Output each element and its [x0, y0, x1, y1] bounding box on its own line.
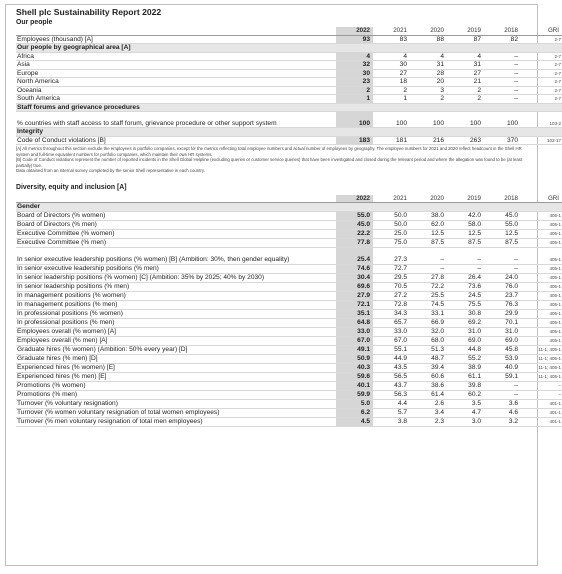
- row-value: 69.2: [447, 318, 484, 327]
- row-gri-code: 405-1: [521, 273, 562, 282]
- row-value: 64.8: [336, 318, 373, 327]
- row-value: 83: [373, 35, 410, 44]
- row-label: In senior executive leadership positions (% women) [B] (Ambition: 30%, then gender equality): [16, 247, 336, 264]
- row-value: 100: [336, 112, 373, 128]
- report-page: [5, 4, 561, 566]
- row-gri-code: 2-7: [521, 69, 562, 78]
- table-row: [16, 211, 562, 220]
- row-gri-code: –: [521, 381, 562, 390]
- row-label: Board of Directors (% women): [16, 211, 336, 220]
- row-label: South America: [16, 95, 336, 104]
- row-value: 4.4: [373, 399, 410, 408]
- row-value: 2: [410, 95, 447, 104]
- row-gri-code: 2-7: [521, 52, 562, 61]
- table-row: [16, 95, 562, 104]
- row-label: Asia: [16, 61, 336, 70]
- row-value: 69.0: [484, 336, 521, 345]
- row-value: –: [484, 264, 521, 273]
- row-gri-code: –: [521, 390, 562, 399]
- row-value: 87.5: [447, 238, 484, 247]
- section-title-diversity: Diversity, equity and inclusion [A]: [16, 183, 127, 191]
- table-row: [16, 78, 562, 87]
- table-row: [16, 69, 562, 78]
- row-gri-code: 405-1: [521, 291, 562, 300]
- row-label: Employees overall (% men) [A]: [16, 336, 336, 345]
- subsection-header: Staff forums and grievance procedures: [16, 103, 562, 112]
- row-value: –: [447, 247, 484, 264]
- row-label: In senior executive leadership positions (% men): [16, 264, 336, 273]
- row-label: Graduate hires (% men) [D]: [16, 354, 336, 363]
- row-value: 27.8: [410, 273, 447, 282]
- row-value: 3.5: [447, 399, 484, 408]
- row-value: –: [484, 381, 521, 390]
- table-row: [16, 381, 562, 390]
- row-value: 67.0: [336, 336, 373, 345]
- row-label: In management positions (% men): [16, 300, 336, 309]
- row-value: 56.3: [373, 390, 410, 399]
- table-row: [16, 247, 562, 264]
- row-label: Europe: [16, 69, 336, 78]
- row-value: 27.3: [373, 247, 410, 264]
- row-value: 100: [484, 112, 521, 128]
- row-value: 30: [336, 69, 373, 78]
- row-value: –: [484, 52, 521, 61]
- row-value: 72.2: [410, 282, 447, 291]
- row-value: 87: [447, 35, 484, 44]
- row-value: 51.3: [410, 345, 447, 354]
- row-value: 27: [373, 69, 410, 78]
- row-value: 2: [447, 86, 484, 95]
- year-header: 2020: [410, 27, 447, 35]
- row-value: 69.0: [447, 336, 484, 345]
- table-row: [16, 282, 562, 291]
- row-label: Employees overall (% women) [A]: [16, 327, 336, 336]
- row-value: 61.1: [447, 372, 484, 381]
- row-gri-code: 405-1: [521, 211, 562, 220]
- row-value: 60.6: [410, 372, 447, 381]
- row-value: 45.0: [336, 220, 373, 229]
- row-value: 82: [484, 35, 521, 44]
- row-label: Turnover (% women voluntary resignation of total women employees): [16, 408, 336, 417]
- subsection-header: Our people by geographical area [A]: [16, 44, 562, 53]
- report-title: Shell plc Sustainability Report 2022: [16, 7, 162, 17]
- row-value: 66.9: [410, 318, 447, 327]
- our-people-table: [16, 27, 562, 145]
- row-gri-code: 2-7: [521, 61, 562, 70]
- row-value: 35.1: [336, 309, 373, 318]
- row-label: In senior leadership positions (% women) [C] (Ambition: 35% by 2025; 40% by 2030): [16, 273, 336, 282]
- row-value: 53.9: [484, 354, 521, 363]
- row-value: 4: [373, 52, 410, 61]
- row-value: 100: [410, 112, 447, 128]
- row-label: Executive Committee (% women): [16, 229, 336, 238]
- row-label: Graduate hires (% women) (Ambition: 50% every year) [D]: [16, 345, 336, 354]
- row-label: % countries with staff access to staff forum, grievance procedure or other support system: [16, 112, 336, 128]
- row-value: 26.4: [447, 273, 484, 282]
- row-value: 30: [373, 61, 410, 70]
- diversity-table-body: [16, 202, 562, 426]
- row-value: –: [410, 247, 447, 264]
- footnotes: [16, 146, 527, 174]
- row-value: 40.1: [336, 381, 373, 390]
- row-label: In senior leadership positions (% men): [16, 282, 336, 291]
- row-value: 75.0: [373, 238, 410, 247]
- row-value: 60.2: [447, 390, 484, 399]
- subsection-header: Integrity: [16, 128, 562, 137]
- row-value: 55.0: [336, 211, 373, 220]
- row-value: 25.4: [336, 247, 373, 264]
- row-value: 20: [410, 78, 447, 87]
- row-value: 77.8: [336, 238, 373, 247]
- gri-header: GRI: [521, 195, 562, 203]
- row-value: –: [484, 86, 521, 95]
- row-value: 39.8: [447, 381, 484, 390]
- subsection-header-row: [16, 44, 562, 53]
- row-gri-code: 405-1: [521, 238, 562, 247]
- row-value: 59.6: [336, 372, 373, 381]
- row-value: 33.1: [410, 309, 447, 318]
- row-value: 69.6: [336, 282, 373, 291]
- row-label: Board of Directors (% men): [16, 220, 336, 229]
- row-value: 44.8: [447, 345, 484, 354]
- row-label: In professional positions (% women): [16, 309, 336, 318]
- row-value: 183: [336, 136, 373, 145]
- row-value: 27.9: [336, 291, 373, 300]
- year-header: 2022: [336, 27, 373, 35]
- row-value: 1: [373, 95, 410, 104]
- row-value: 12.5: [484, 229, 521, 238]
- row-value: 370: [484, 136, 521, 145]
- footnote: [B] Code of Conduct violations represent the number of reported incidents in the Shell Global Helpline (excluding queries or customer service queries) that have been investigated and closed during the relevant period and where the allegation was found to be (at least partially) true.: [16, 157, 523, 168]
- row-value: 33.0: [336, 327, 373, 336]
- row-value: 40.9: [484, 363, 521, 372]
- row-value: 28: [410, 69, 447, 78]
- row-value: 32: [336, 61, 373, 70]
- row-gri-code: 405-1: [521, 309, 562, 318]
- row-gri-code: 405-1: [521, 327, 562, 336]
- row-gri-code: 405-1: [521, 282, 562, 291]
- row-value: 38.6: [410, 381, 447, 390]
- row-gri-code: 11-1; 405-1: [521, 372, 562, 381]
- row-gri-code: 405-1: [521, 318, 562, 327]
- year-header: 2018: [484, 27, 521, 35]
- row-value: 87.5: [484, 238, 521, 247]
- row-label: Executive Committee (% men): [16, 238, 336, 247]
- row-value: 29.9: [484, 309, 521, 318]
- row-value: 56.5: [373, 372, 410, 381]
- row-value: 55.2: [447, 354, 484, 363]
- row-value: 74.5: [410, 300, 447, 309]
- row-value: 31: [447, 61, 484, 70]
- row-value: 87.5: [410, 238, 447, 247]
- table-row: [16, 300, 562, 309]
- footnote: [A] All metrics throughout this section exclude the employees in portfolio companies, except for the metrics reflecting total employee numbers and actual number of employees by geography. The employee numbers for 2021 and 2020 reflect headcount in the Shell HR system and full-time equivalent numbers for portfolio companies, which maintain their own HR systems.: [16, 146, 522, 157]
- row-value: 1: [336, 95, 373, 104]
- row-value: 25.0: [373, 229, 410, 238]
- table-row: [16, 354, 562, 363]
- row-gri-code: 102-17: [521, 136, 562, 145]
- row-gri-code: 405-1: [521, 336, 562, 345]
- row-gri-code: 2-7: [521, 35, 562, 44]
- row-value: 61.4: [410, 390, 447, 399]
- row-value: 12.5: [410, 229, 447, 238]
- row-value: –: [484, 69, 521, 78]
- subsection-header-row: [16, 103, 562, 112]
- table-row: [16, 220, 562, 229]
- row-value: 50.0: [373, 220, 410, 229]
- row-gri-code: 2-7: [521, 95, 562, 104]
- row-label: Employees (thousand) [A]: [16, 35, 336, 44]
- row-value: –: [410, 264, 447, 273]
- section-title-our-people: Our people: [16, 19, 53, 26]
- row-value: 55.1: [373, 345, 410, 354]
- row-value: –: [484, 95, 521, 104]
- row-value: 58.0: [447, 220, 484, 229]
- row-label: In professional positions (% men): [16, 318, 336, 327]
- row-value: 50.9: [336, 354, 373, 363]
- row-gri-code: 401-1: [521, 399, 562, 408]
- row-value: 3.4: [410, 408, 447, 417]
- row-value: 27.2: [373, 291, 410, 300]
- row-value: 49.1: [336, 345, 373, 354]
- table-row: [16, 35, 562, 44]
- row-label: Promotions (% women): [16, 381, 336, 390]
- row-value: –: [484, 390, 521, 399]
- row-value: 45.0: [484, 211, 521, 220]
- row-value: 45.8: [484, 345, 521, 354]
- row-value: 100: [373, 112, 410, 128]
- row-value: 32.0: [410, 327, 447, 336]
- row-value: 38.0: [410, 211, 447, 220]
- table-row: [16, 399, 562, 408]
- row-value: 31.0: [447, 327, 484, 336]
- table-row: [16, 52, 562, 61]
- row-gri-code: 405-1: [521, 220, 562, 229]
- row-value: 29.5: [373, 273, 410, 282]
- row-value: 2: [447, 95, 484, 104]
- row-value: 23.7: [484, 291, 521, 300]
- row-label: Oceania: [16, 86, 336, 95]
- row-value: 4: [447, 52, 484, 61]
- row-value: 4.6: [484, 408, 521, 417]
- year-header-row: [16, 195, 562, 203]
- subsection-header-row: [16, 128, 562, 137]
- row-gri-code: 405-1: [521, 264, 562, 273]
- row-value: 72.1: [336, 300, 373, 309]
- row-value: 44.9: [373, 354, 410, 363]
- row-gri-code: 11-1; 405-1: [521, 345, 562, 354]
- row-gri-code: 405-1: [521, 229, 562, 238]
- row-value: 76.3: [484, 300, 521, 309]
- row-value: 263: [447, 136, 484, 145]
- table-row: [16, 309, 562, 318]
- row-gri-code: 405-1: [521, 247, 562, 264]
- table-row: [16, 112, 562, 128]
- row-value: 48.7: [410, 354, 447, 363]
- table-row: [16, 264, 562, 273]
- row-value: 43.7: [373, 381, 410, 390]
- label-header: [16, 195, 336, 203]
- row-value: 23: [336, 78, 373, 87]
- year-header: 2022: [336, 195, 373, 203]
- row-label: Experienced hires (% men) [E]: [16, 372, 336, 381]
- row-value: 2: [336, 86, 373, 95]
- row-value: 38.9: [447, 363, 484, 372]
- row-value: 68.0: [410, 336, 447, 345]
- row-label: Africa: [16, 52, 336, 61]
- row-value: 5.0: [336, 399, 373, 408]
- table-row: [16, 345, 562, 354]
- table-row: [16, 318, 562, 327]
- row-value: 65.7: [373, 318, 410, 327]
- label-header: [16, 27, 336, 35]
- row-value: 59.1: [484, 372, 521, 381]
- row-value: 30.4: [336, 273, 373, 282]
- row-gri-code: 103-2: [521, 112, 562, 128]
- row-label: In management positions (% women): [16, 291, 336, 300]
- row-value: 75.5: [447, 300, 484, 309]
- footnote: Data obtained from an internal survey completed by the senior Shell representative in each country.: [16, 168, 205, 174]
- year-header: 2020: [410, 195, 447, 203]
- row-value: 12.5: [447, 229, 484, 238]
- row-value: 59.9: [336, 390, 373, 399]
- table-row: [16, 136, 562, 145]
- year-header: 2019: [447, 27, 484, 35]
- row-value: 24.5: [447, 291, 484, 300]
- table-row: [16, 327, 562, 336]
- row-value: 2.6: [410, 399, 447, 408]
- row-value: 3.8: [373, 417, 410, 426]
- row-value: 3.2: [484, 417, 521, 426]
- table-row: [16, 390, 562, 399]
- row-label: Code of Conduct violations [B]: [16, 136, 336, 145]
- row-value: 40.3: [336, 363, 373, 372]
- year-header-row: [16, 27, 562, 35]
- row-value: 2: [373, 86, 410, 95]
- row-value: 30.8: [447, 309, 484, 318]
- row-value: 62.0: [410, 220, 447, 229]
- table-row: [16, 363, 562, 372]
- row-value: 67.0: [373, 336, 410, 345]
- our-people-table-body: [16, 35, 562, 145]
- row-label: Turnover (% voluntary resignation): [16, 399, 336, 408]
- year-header: 2021: [373, 195, 410, 203]
- row-value: –: [484, 78, 521, 87]
- row-value: 2.3: [410, 417, 447, 426]
- diversity-table: [16, 195, 562, 427]
- row-value: 3.0: [447, 417, 484, 426]
- row-gri-code: 401-1: [521, 417, 562, 426]
- row-value: 73.6: [447, 282, 484, 291]
- row-gri-code: 401-1: [521, 408, 562, 417]
- row-gri-code: 11-1; 405-1: [521, 354, 562, 363]
- row-value: 216: [410, 136, 447, 145]
- year-header: 2019: [447, 195, 484, 203]
- row-value: 100: [447, 112, 484, 128]
- row-value: –: [484, 61, 521, 70]
- row-value: 70.5: [373, 282, 410, 291]
- row-value: 88: [410, 35, 447, 44]
- row-value: 181: [373, 136, 410, 145]
- row-value: 25.5: [410, 291, 447, 300]
- table-row: [16, 291, 562, 300]
- row-value: 39.4: [410, 363, 447, 372]
- subsection-header-row: [16, 202, 562, 211]
- year-header: 2021: [373, 27, 410, 35]
- row-value: 31: [410, 61, 447, 70]
- year-header: 2018: [484, 195, 521, 203]
- row-label: Experienced hires (% women) [E]: [16, 363, 336, 372]
- row-value: 4: [410, 52, 447, 61]
- row-value: 72.7: [373, 264, 410, 273]
- row-label: Turnover (% men voluntary resignation of total men employees): [16, 417, 336, 426]
- row-value: 6.2: [336, 408, 373, 417]
- row-value: 74.6: [336, 264, 373, 273]
- row-value: 72.8: [373, 300, 410, 309]
- row-value: –: [484, 247, 521, 264]
- row-gri-code: 11-1; 405-1: [521, 363, 562, 372]
- row-value: 34.3: [373, 309, 410, 318]
- row-value: 21: [447, 78, 484, 87]
- row-value: 42.0: [447, 211, 484, 220]
- row-label: Promotions (% men): [16, 390, 336, 399]
- row-value: 5.7: [373, 408, 410, 417]
- table-row: [16, 408, 562, 417]
- row-value: 33.0: [373, 327, 410, 336]
- row-gri-code: 2-7: [521, 78, 562, 87]
- row-value: 18: [373, 78, 410, 87]
- row-value: 22.2: [336, 229, 373, 238]
- gri-header: GRI: [521, 27, 562, 35]
- table-row: [16, 61, 562, 70]
- row-value: 27: [447, 69, 484, 78]
- row-value: 70.1: [484, 318, 521, 327]
- row-value: 31.0: [484, 327, 521, 336]
- subsection-header: Gender: [16, 202, 562, 211]
- row-gri-code: 2-7: [521, 86, 562, 95]
- table-row: [16, 417, 562, 426]
- table-row: [16, 273, 562, 282]
- row-value: 55.0: [484, 220, 521, 229]
- row-value: 93: [336, 35, 373, 44]
- row-value: 50.0: [373, 211, 410, 220]
- table-row: [16, 336, 562, 345]
- row-value: 4.7: [447, 408, 484, 417]
- table-row: [16, 372, 562, 381]
- row-value: 4: [336, 52, 373, 61]
- row-value: 24.0: [484, 273, 521, 282]
- table-row: [16, 229, 562, 238]
- row-gri-code: 405-1: [521, 300, 562, 309]
- table-row: [16, 238, 562, 247]
- row-value: 3: [410, 86, 447, 95]
- table-row: [16, 86, 562, 95]
- row-label: North America: [16, 78, 336, 87]
- row-value: 3.6: [484, 399, 521, 408]
- row-value: 43.5: [373, 363, 410, 372]
- row-value: 76.0: [484, 282, 521, 291]
- row-value: –: [447, 264, 484, 273]
- row-value: 4.5: [336, 417, 373, 426]
